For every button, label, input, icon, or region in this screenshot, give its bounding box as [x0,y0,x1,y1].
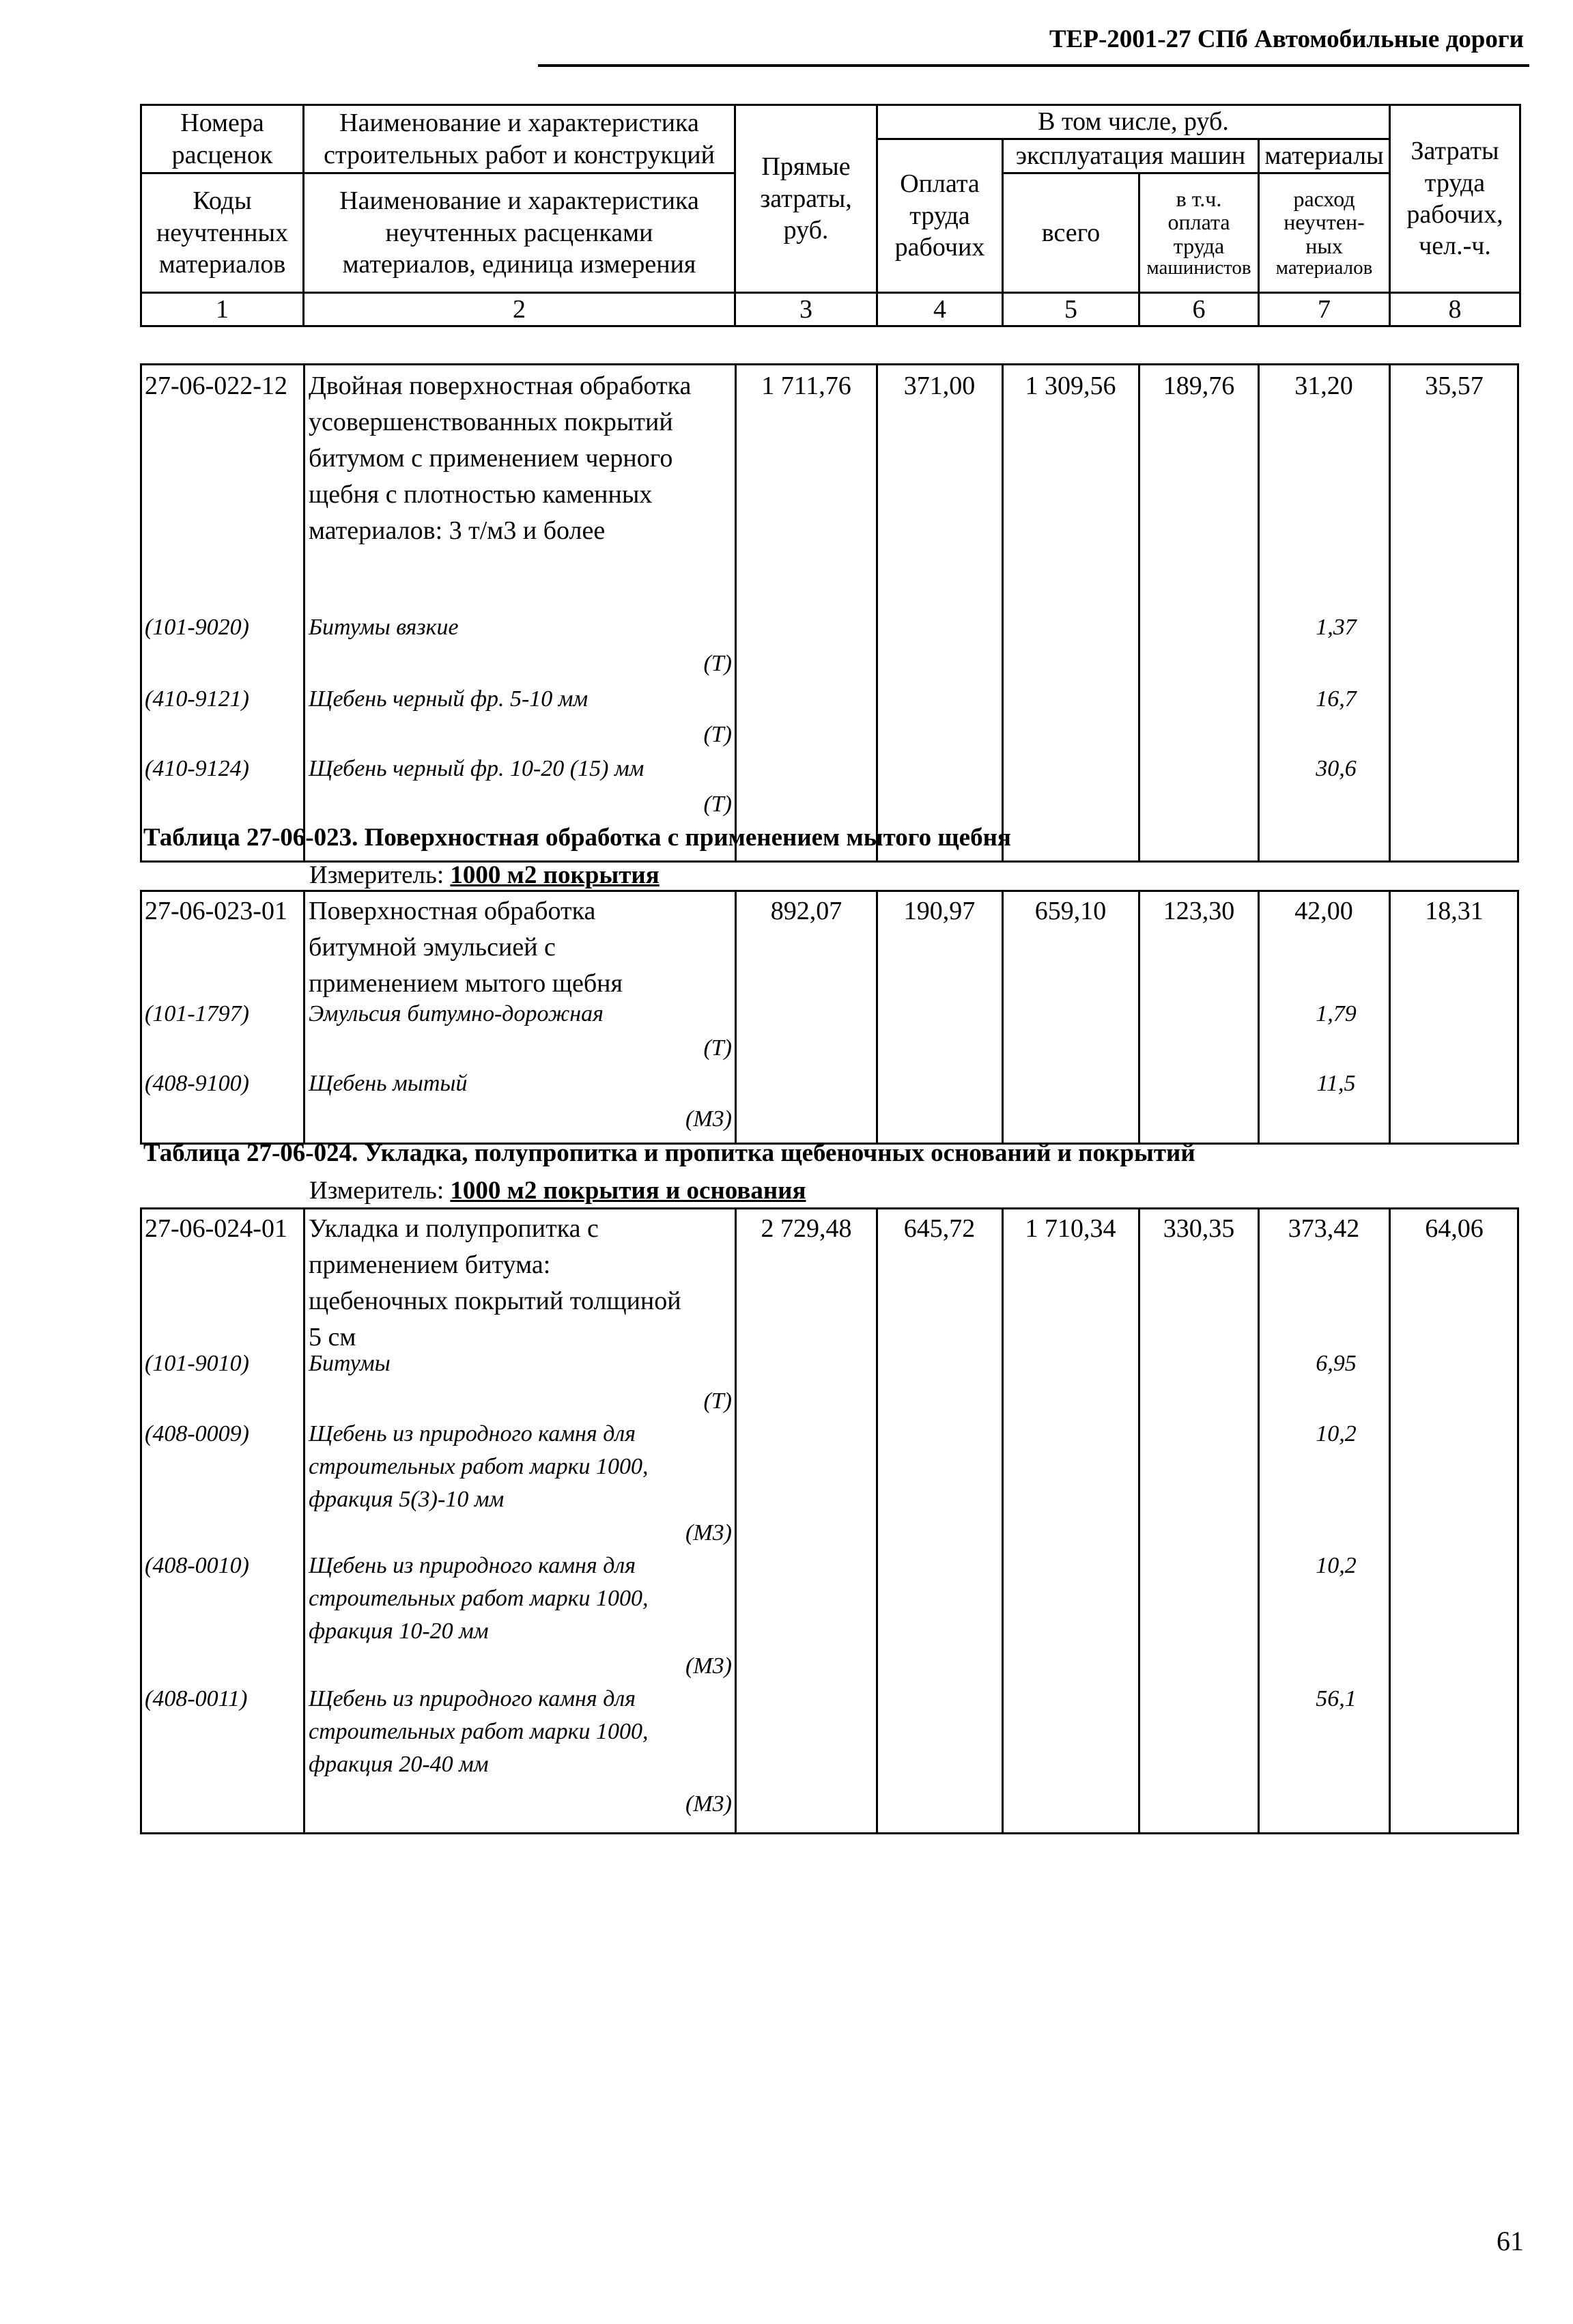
labor-pay: 190,97 [903,897,976,925]
document-title: ТЕР-2001-27 СПб Автомобильные дороги [1049,25,1524,53]
direct-cost: 2 729,48 [761,1214,852,1243]
rate-code: 27-06-023-01 [145,897,287,925]
col3-header: Прямые затраты, руб. [735,105,877,293]
machinists-pay: 330,35 [1163,1214,1235,1243]
col2-bottom-header: Наименование и характеристика неучтенных расценками материалов, единица измерения [304,173,735,293]
materials-cost: 31,20 [1294,372,1353,400]
machinists-pay: 123,30 [1163,897,1235,925]
machines-total: 1 710,34 [1025,1214,1116,1243]
direct-cost: 892,07 [770,897,842,925]
col-num-2: 2 [304,293,735,326]
col1-bottom-header: Коды неучтенных материалов [141,173,304,293]
col-num-3: 3 [735,293,877,326]
machines-total: 659,10 [1034,897,1107,925]
col-num-8: 8 [1390,293,1520,326]
machines-total: 1 309,56 [1025,372,1116,400]
col2-top-header: Наименование и характеристика строительных работ и конструкций [304,105,735,173]
rate-name: Укладка и полупропитка с применением битума: щебеночных покрытий толщиной 5 см [309,1214,681,1352]
rate-code: 27-06-022-12 [145,372,287,400]
measurer-27-06-023: Измеритель: 1000 м2 покрытия [309,861,660,889]
header-rule [538,64,1529,67]
col-num-7: 7 [1259,293,1390,326]
materials-cost: 373,42 [1288,1214,1360,1243]
labor-pay: 371,00 [903,372,976,400]
direct-cost: 1 711,76 [761,372,851,400]
table-title-27-06-023: Таблица 27-06-023. Поверхностная обработка с применением мытого щебня [143,824,1011,852]
machines-header: эксплуатация машин [1003,139,1259,173]
col-num-4: 4 [877,293,1003,326]
rate-name: Поверхностная обработка битумной эмульсией с применением мытого щебня [309,897,623,998]
machinists-pay: 189,76 [1163,372,1235,400]
col6-header: в т.ч. оплата труда машинистов [1139,173,1259,293]
materials-cost: 42,00 [1294,897,1353,925]
labor-hours: 64,06 [1425,1214,1484,1243]
table-title-27-06-024: Таблица 27-06-024. Укладка, полупропитка и пропитка щебеночных оснований и покрытий [143,1139,1195,1167]
col-num-5: 5 [1003,293,1139,326]
col5-header: всего [1003,173,1139,293]
page-number: 61 [1497,2226,1524,2256]
labor-hours: 35,57 [1425,372,1484,400]
rate-code: 27-06-024-01 [145,1214,287,1243]
col1-top-header: Номера расценок [141,105,304,173]
col-num-1: 1 [141,293,304,326]
labor-hours: 18,31 [1425,897,1484,925]
rate-block-27-06-022-12: 27-06-022-12 Двойная поверхностная обработка усовершенствованных покрытий битумом с применением черного щебня с плотностью каменных материалов: 3 т/м3 и более 1 711,76 371,00 1 309,56 189,76 31,20 35,57 (101-9020) Битумы вязкие (Т) 1,37 (410-9121) Щебень черный фр. 5-10 мм (Т) 16,7 (410-9124) Щебень черный фр. 10-20 (15) мм (Т) 30,6 [140,363,1519,863]
labor-pay: 645,72 [903,1214,976,1243]
rate-block-27-06-024-01: 27-06-024-01 Укладка и полупропитка с применением битума: щебеночных покрытий толщиной 5 см 2 729,48 645,72 1 710,34 330,35 373,42 64,06 (101-9010) Битумы (Т) 6,95 (408-0009) Щебень из природного камня для строительных работ марки 1000, фракция 5(3)-10 мм (М3) 10,2 (408-0010) Щебень из природного камня для строительных работ марки 1000, фракция 10-20 мм (М3) 10,2 (408-0011) Щебень из природного камня для строительных работ марки 1000, фракция 20-40 мм (М3) 56,1 [140,1207,1519,1834]
col4-header: Оплата труда рабочих [877,139,1003,293]
col-num-6: 6 [1139,293,1259,326]
materials-header: материалы [1259,139,1390,173]
rate-name: Двойная поверхностная обработка усовершенствованных покрытий битумом с применением черного щебня с плотностью каменных материалов: 3 т/м3 и более [309,372,692,545]
col7-header: расход неучтен- ных материалов [1259,173,1390,293]
measurer-27-06-024: Измеритель: 1000 м2 покрытия и основания [309,1177,806,1205]
col8-header: Затраты труда рабочих, чел.-ч. [1390,105,1520,293]
including-header: В том числе, руб. [877,105,1390,139]
column-header-table [140,104,1521,327]
rate-block-27-06-023-01: 27-06-023-01 Поверхностная обработка битумной эмульсией с применением мытого щебня 892,07 190,97 659,10 123,30 42,00 18,31 (101-1797) Эмульсия битумно-дорожная (Т) 1,79 (408-9100) Щебень мытый (М3) 11,5 [140,890,1519,1145]
